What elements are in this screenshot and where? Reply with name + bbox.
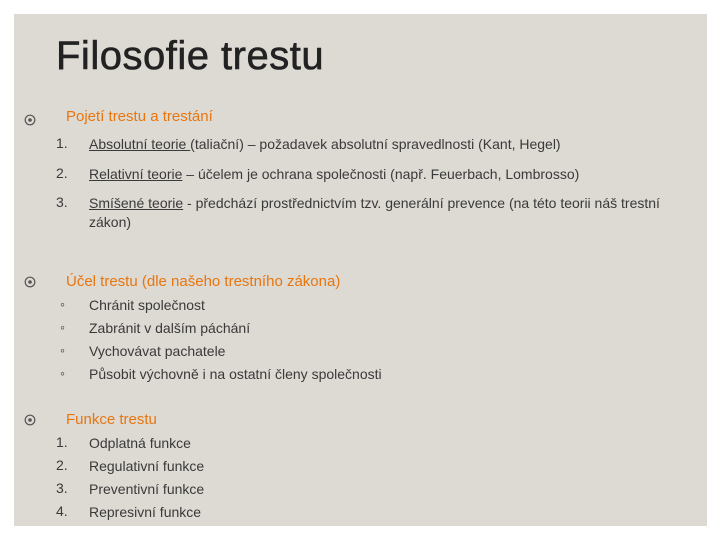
list-bullet: ◦ (60, 342, 65, 358)
list-number: 3. (56, 480, 68, 496)
list-bullet: ◦ (60, 319, 65, 335)
list-number: 1. (56, 434, 68, 450)
list-number: 1. (56, 135, 68, 151)
target-circle-icon (24, 276, 36, 288)
list-number: 2. (56, 457, 68, 473)
list-text: Represivní funkce (89, 504, 202, 520)
list-text: Chránit společnost (89, 297, 205, 313)
list-text: Odplatná funkce (89, 435, 191, 451)
list-bullet: ◦ (60, 365, 65, 381)
target-circle-icon (24, 114, 36, 126)
list-text: Zabránit v dalším páchání (89, 320, 251, 336)
list-text: Preventivní funkce (89, 481, 205, 497)
list-text: Smíšené teorie - předchází prostřednictvím tzv. generální prevence (na této teorii náš trestní zákon) (89, 195, 660, 230)
section-heading: Funkce trestu (66, 411, 157, 428)
list-number: 4. (56, 503, 68, 519)
list-number: 3. (56, 194, 68, 210)
list-text: Regulativní funkce (89, 458, 205, 474)
list-text: Absolutní teorie (taliační) – požadavek absolutní spravedlnosti (Kant, Hegel) (89, 136, 561, 152)
list-number: 2. (56, 165, 68, 181)
slide-title: Filosofie trestu (56, 34, 325, 78)
list-text: Vychovávat pachatele (89, 343, 226, 359)
section-heading: Pojetí trestu a trestání (66, 108, 213, 125)
section-heading: Účel trestu (dle našeho trestního zákona) (66, 273, 341, 290)
slide (14, 14, 707, 526)
list-text: Relativní teorie – účelem je ochrana společnosti (např. Feuerbach, Lombrosso) (89, 166, 580, 182)
target-circle-icon (24, 414, 36, 426)
list-text: Působit výchovně i na ostatní členy společnosti (89, 366, 382, 382)
list-bullet: ◦ (60, 296, 65, 312)
